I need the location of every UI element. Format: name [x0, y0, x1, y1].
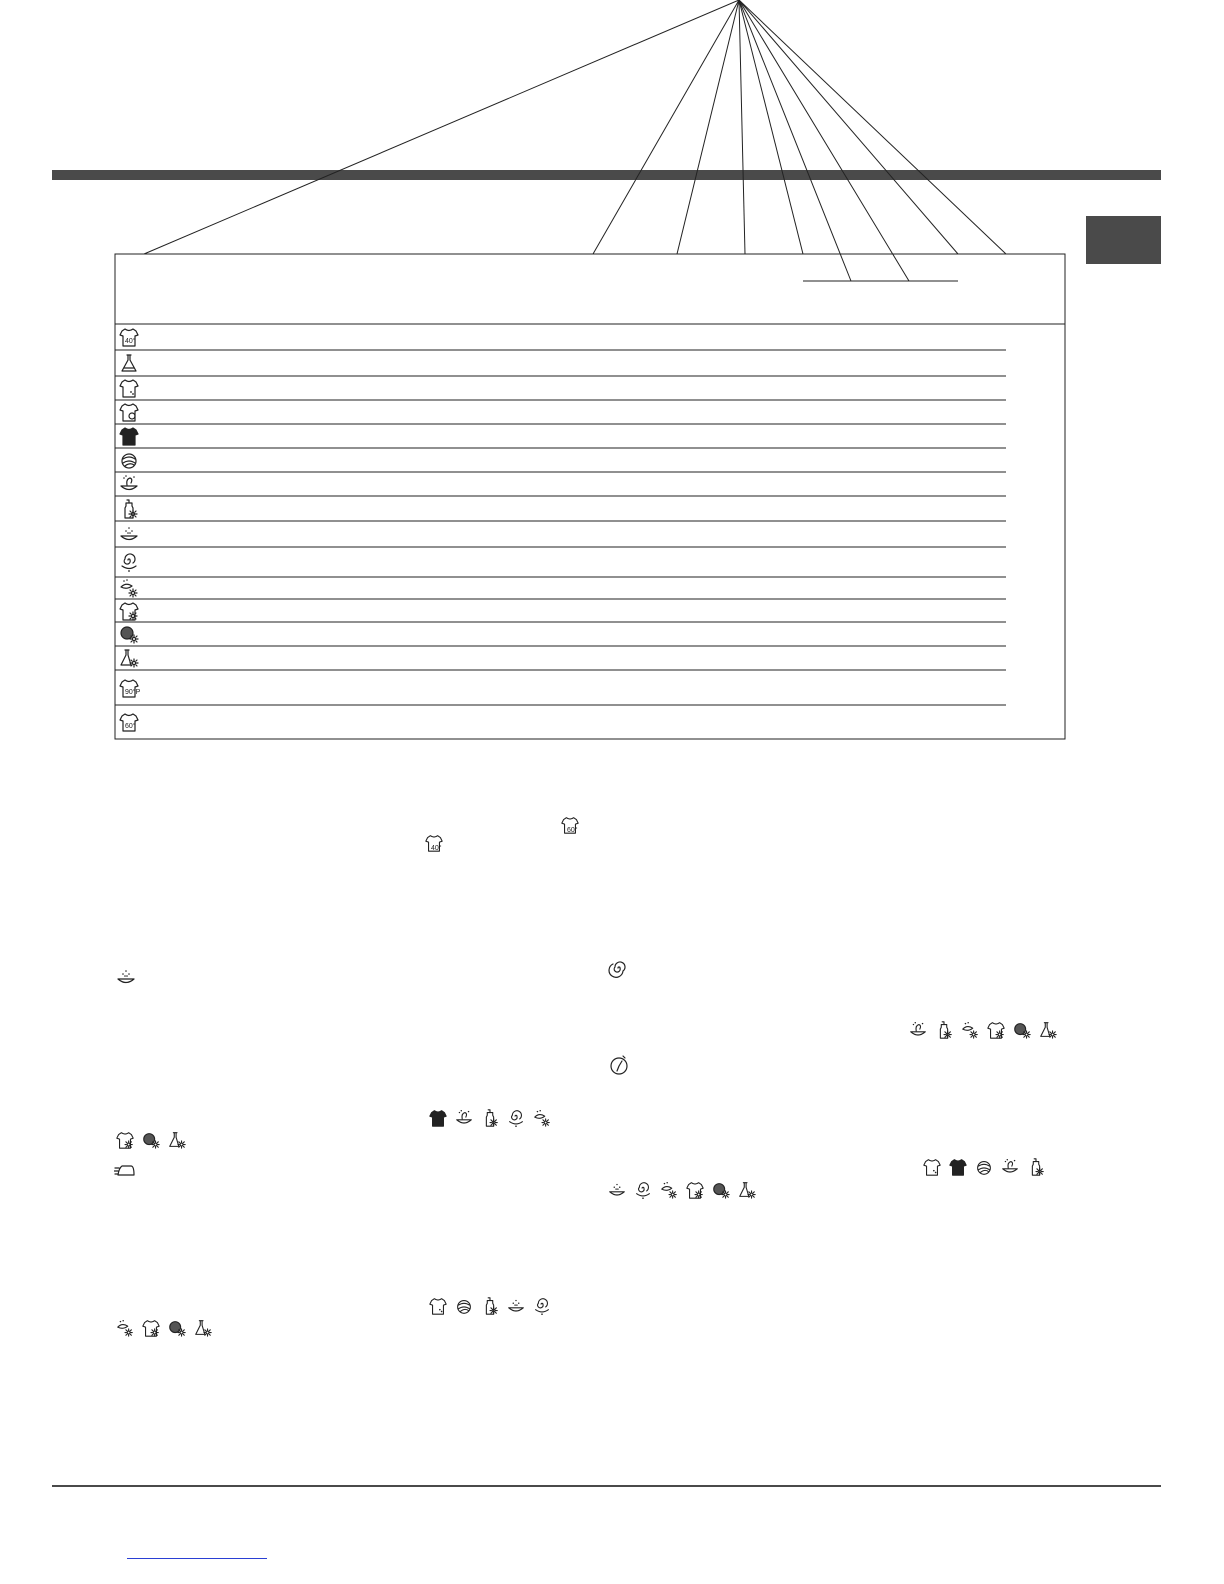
- flask-sun-icon: [167, 1130, 187, 1150]
- icon-temperature-label: 90°P: [125, 689, 141, 696]
- spiral-drop-icon: [532, 1296, 552, 1316]
- tshirt-40-icon: [118, 326, 140, 348]
- basin-icon: [118, 523, 140, 545]
- tshirt-dots-icon: [428, 1296, 448, 1316]
- tshirt-40-icon: [424, 833, 444, 853]
- flask-icon: [118, 352, 140, 374]
- hand-wash-icon: [118, 473, 140, 495]
- leaf-sun-icon: [532, 1108, 552, 1128]
- bottom-rule: [52, 1485, 1161, 1487]
- tshirt-sun-icon: [118, 600, 140, 622]
- leaf-sun-icon: [118, 577, 140, 599]
- tshirt-60-icon: [118, 711, 140, 733]
- spiral-drop-icon: [506, 1108, 526, 1128]
- hand-wash-icon: [454, 1108, 474, 1128]
- dark-tshirt-icon: [118, 425, 140, 447]
- flask-sun-icon: [118, 647, 140, 669]
- dark-tshirt-icon: [948, 1157, 968, 1177]
- spiral-icon: [608, 957, 630, 979]
- basin-icon: [607, 1180, 627, 1200]
- flask-sun-icon: [737, 1180, 757, 1200]
- wool-sun-icon: [711, 1180, 731, 1200]
- wool-ball-icon: [118, 449, 140, 471]
- iron-icon: [114, 1158, 136, 1180]
- baby-bottle-icon: [1026, 1157, 1046, 1177]
- spiral-drop-icon: [118, 551, 140, 573]
- icon-temperature-label: 60°: [567, 827, 578, 834]
- spiral-drop-icon: [633, 1180, 653, 1200]
- tshirt-dots-icon: [922, 1157, 942, 1177]
- leaf-sun-icon: [659, 1180, 679, 1200]
- tshirt-sun-icon: [986, 1020, 1006, 1040]
- wool-ball-icon: [454, 1296, 474, 1316]
- footer-link-underline[interactable]: [127, 1558, 267, 1559]
- flask-sun-icon: [1038, 1020, 1058, 1040]
- dark-tshirt-icon: [428, 1108, 448, 1128]
- wool-sun-icon: [1012, 1020, 1032, 1040]
- basin-icon: [115, 966, 137, 988]
- wool-ball-icon: [974, 1157, 994, 1177]
- tshirt-sun-icon: [141, 1318, 161, 1338]
- wool-sun-icon: [141, 1130, 161, 1150]
- basin-icon: [506, 1296, 526, 1316]
- leaf-sun-icon: [960, 1020, 980, 1040]
- tshirt-dots-icon: [118, 377, 140, 399]
- tshirt-sun-icon: [115, 1130, 135, 1150]
- icon-temperature-label: 40°: [431, 845, 442, 852]
- tshirt-sun-icon: [685, 1180, 705, 1200]
- hand-wash-icon: [908, 1020, 928, 1040]
- timer-icon: [608, 1054, 630, 1076]
- icon-temperature-label: 60°: [125, 723, 136, 730]
- tshirt-90-icon: [118, 677, 140, 699]
- tshirt-60-icon: [560, 815, 580, 835]
- wool-sun-icon: [118, 623, 140, 645]
- hand-wash-icon: [1000, 1157, 1020, 1177]
- icon-temperature-label: 40°: [125, 338, 136, 345]
- baby-bottle-icon: [480, 1296, 500, 1316]
- leaf-sun-icon: [115, 1318, 135, 1338]
- baby-bottle-icon: [118, 498, 140, 520]
- baby-bottle-icon: [934, 1020, 954, 1040]
- baby-bottle-icon: [480, 1108, 500, 1128]
- flask-sun-icon: [193, 1318, 213, 1338]
- wool-sun-icon: [167, 1318, 187, 1338]
- tshirt-stain-icon: [118, 401, 140, 423]
